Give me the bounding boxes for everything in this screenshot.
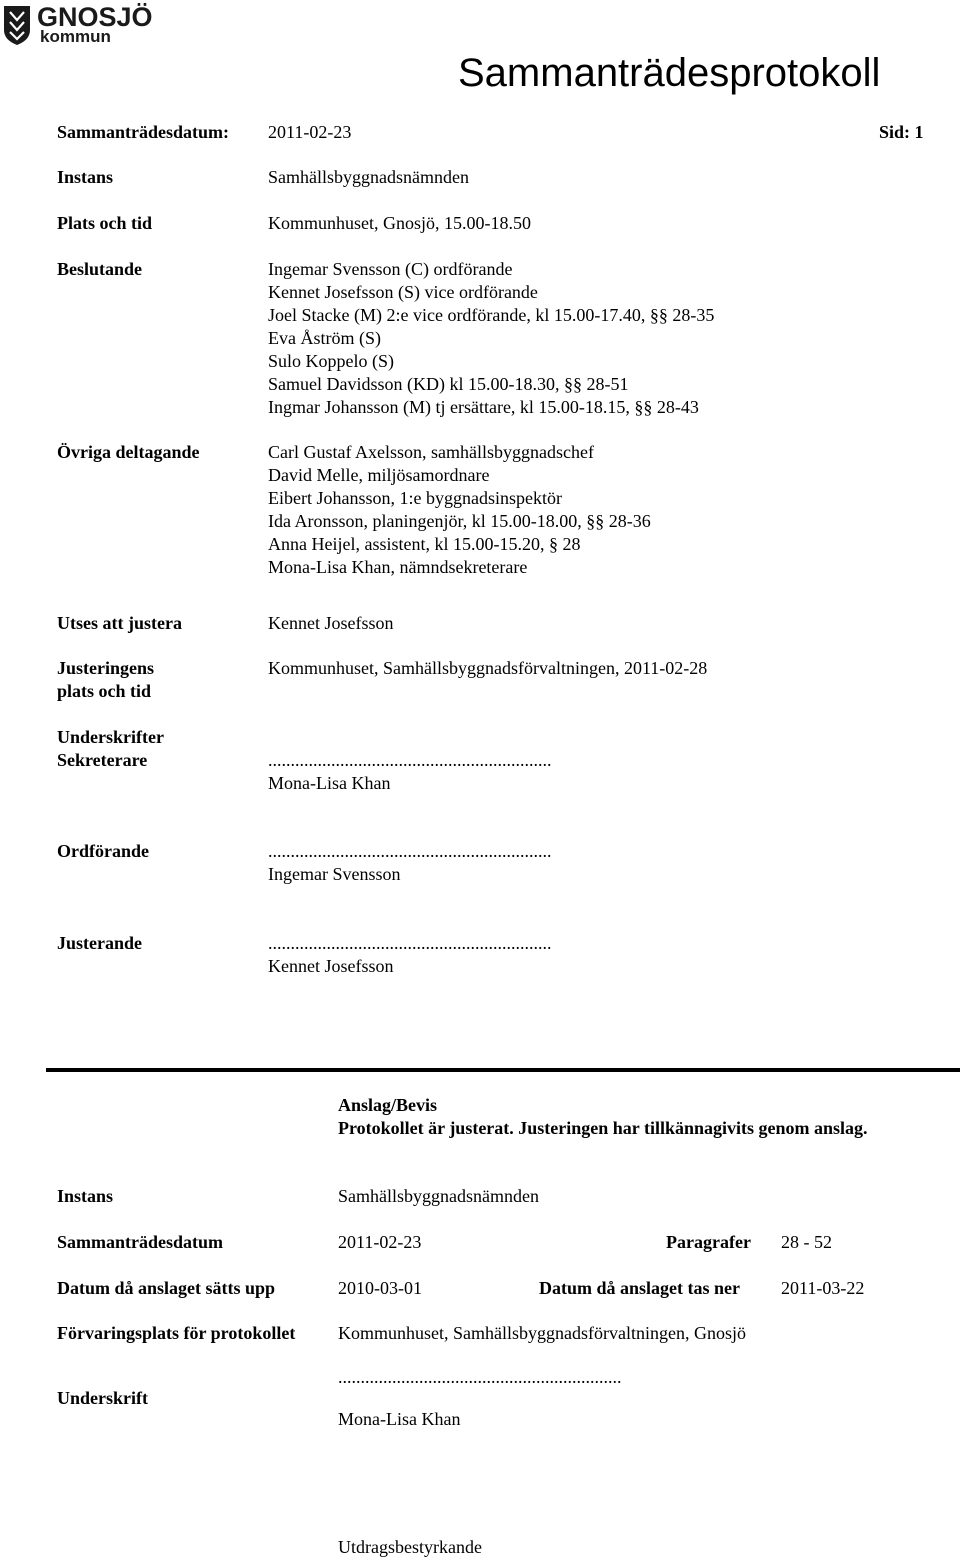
chair-signature-line: ............................................................... <box>268 841 552 861</box>
chair-name: Ingemar Svensson <box>268 864 401 884</box>
footer-certification: Utdragsbestyrkande <box>338 1537 482 1557</box>
adjust-place-label-2: plats och tid <box>57 681 152 701</box>
list-item: Sulo Koppelo (S) <box>268 351 394 371</box>
adjust-label: Utses att justera <box>57 613 182 633</box>
adjust-place-value: Kommunhuset, Samhällsbyggnadsförvaltningen, 2011-02-28 <box>268 658 708 678</box>
secretary-label: Sekreterare <box>57 750 148 770</box>
notice-date-label: Sammanträdesdatum <box>57 1232 224 1252</box>
notice-signature-label: Underskrift <box>57 1388 148 1408</box>
list-item: David Melle, miljösamordnare <box>268 465 490 485</box>
list-item: Ingmar Johansson (M) tj ersättare, kl 15.00-18.15, §§ 28-43 <box>268 397 699 417</box>
notice-date-value: 2011-02-23 <box>338 1232 422 1252</box>
secretary-name: Mona-Lisa Khan <box>268 773 391 793</box>
instans-value: Samhällsbyggnadsnämnden <box>268 167 469 187</box>
list-item: Ida Aronsson, planingenjör, kl 15.00-18.00, §§ 28-36 <box>268 511 651 531</box>
meeting-date-value: 2011-02-23 <box>268 122 352 142</box>
notice-signature-line: ............................................................... <box>338 1367 622 1387</box>
list-item: Joel Stacke (M) 2:e vice ordförande, kl 15.00-17.40, §§ 28-35 <box>268 305 715 325</box>
signatures-label: Underskrifter <box>57 727 164 747</box>
others-label: Övriga deltagande <box>57 442 200 462</box>
notice-instans-value: Samhällsbyggnadsnämnden <box>338 1186 539 1206</box>
list-item: Samuel Davidsson (KD) kl 15.00-18.30, §§ 28-51 <box>268 374 629 394</box>
instans-label: Instans <box>57 167 114 187</box>
adjust-place-label-1: Justeringens <box>57 658 155 678</box>
meeting-date-label: Sammanträdesdatum: <box>57 122 230 142</box>
paragraphs-value: 28 - 52 <box>781 1232 832 1252</box>
section-divider <box>46 1068 960 1072</box>
page-number: Sid: 1 <box>879 122 924 142</box>
posted-date-value: 2010-03-01 <box>338 1278 422 1298</box>
secretary-signature-line: ............................................................... <box>268 750 552 770</box>
place-label: Plats och tid <box>57 213 153 233</box>
adjuster-signature-line: ............................................................... <box>268 933 552 953</box>
logo-name: GNOSJÖ <box>37 2 153 32</box>
others-members-list <box>268 441 651 579</box>
shield-icon <box>2 4 32 46</box>
adjuster-name: Kennet Josefsson <box>268 956 394 976</box>
page-title: Sammanträdesprotokoll <box>458 51 881 95</box>
posted-date-label: Datum då anslaget sätts upp <box>57 1278 276 1298</box>
municipality-logo <box>0 0 180 56</box>
list-item: Ingemar Svensson (C) ordförande <box>268 259 513 279</box>
list-item: Mona-Lisa Khan, nämndsekreterare <box>268 557 528 577</box>
list-item: Carl Gustaf Axelsson, samhällsbyggnadschef <box>268 442 594 462</box>
logo-sub: kommun <box>40 27 111 46</box>
storage-value: Kommunhuset, Samhällsbyggnadsförvaltningen, Gnosjö <box>338 1323 746 1343</box>
list-item: Kennet Josefsson (S) vice ordförande <box>268 282 538 302</box>
removed-date-label: Datum då anslaget tas ner <box>539 1278 740 1298</box>
notice-heading: Anslag/Bevis <box>338 1095 438 1115</box>
adjust-value: Kennet Josefsson <box>268 613 394 633</box>
decision-members-list <box>268 258 714 419</box>
storage-label: Förvaringsplats för protokollet <box>57 1323 296 1343</box>
adjuster-label: Justerande <box>57 933 142 953</box>
decision-label: Beslutande <box>57 259 143 279</box>
list-item: Eibert Johansson, 1:e byggnadsinspektör <box>268 488 562 508</box>
removed-date-value: 2011-03-22 <box>781 1278 865 1298</box>
notice-instans-label: Instans <box>57 1186 114 1206</box>
notice-signature-name: Mona-Lisa Khan <box>338 1409 461 1429</box>
notice-statement: Protokollet är justerat. Justeringen har tillkännagivits genom anslag. <box>338 1118 868 1138</box>
paragraphs-label: Paragrafer <box>666 1232 751 1252</box>
list-item: Anna Heijel, assistent, kl 15.00-15.20, § 28 <box>268 534 581 554</box>
chair-label: Ordförande <box>57 841 149 861</box>
place-value: Kommunhuset, Gnosjö, 15.00-18.50 <box>268 213 531 233</box>
list-item: Eva Åström (S) <box>268 328 381 348</box>
